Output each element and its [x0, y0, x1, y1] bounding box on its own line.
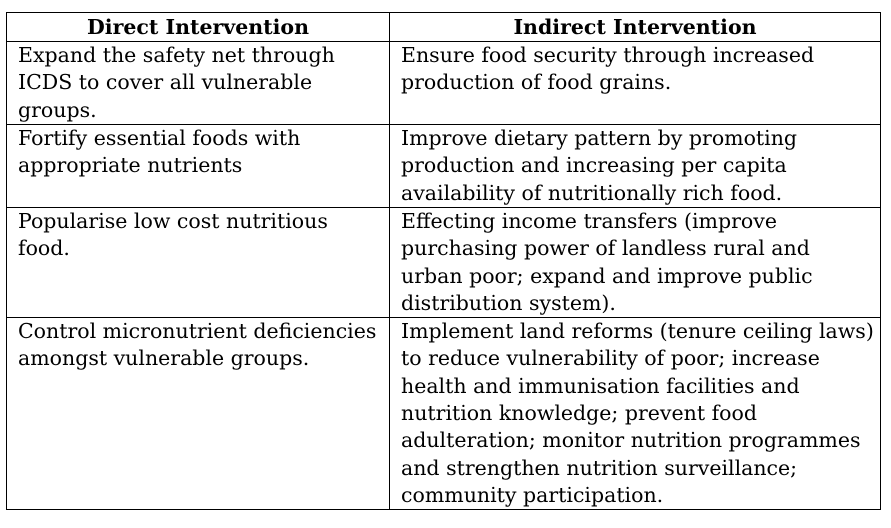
- table-row: [7, 208, 881, 318]
- table-row: [7, 318, 881, 510]
- table-row: [7, 42, 881, 125]
- indirect-intervention-cell: Implement land reforms (tenure ceiling laws) to reduce vulnerability of poor; increase health and immunisation facilities and nutrition knowledge; prevent food adulteration; monitor nutrition programmes and strengthen nutrition surveillance; community participation.: [390, 318, 881, 510]
- header-direct-intervention: Direct Intervention: [7, 13, 390, 42]
- indirect-intervention-cell: Ensure food security through increased production of food grains.: [390, 42, 881, 125]
- header-indirect-intervention: Indirect Intervention: [390, 13, 881, 42]
- direct-intervention-cell: Popularise low cost nutritious food.: [7, 208, 390, 318]
- intervention-table: [6, 12, 881, 510]
- direct-intervention-cell: Expand the safety net through ICDS to cover all vulnerable groups.: [7, 42, 390, 125]
- indirect-intervention-cell: Improve dietary pattern by promoting production and increasing per capita availability of nutritionally rich food.: [390, 125, 881, 208]
- table-row: [7, 125, 881, 208]
- table-header-row: [7, 13, 881, 42]
- direct-intervention-cell: Fortify essential foods with appropriate nutrients: [7, 125, 390, 208]
- direct-intervention-cell: Control micronutrient deficiencies amongst vulnerable groups.: [7, 318, 390, 510]
- indirect-intervention-cell: Effecting income transfers (improve purchasing power of landless rural and urban poor; expand and improve public distribution system).: [390, 208, 881, 318]
